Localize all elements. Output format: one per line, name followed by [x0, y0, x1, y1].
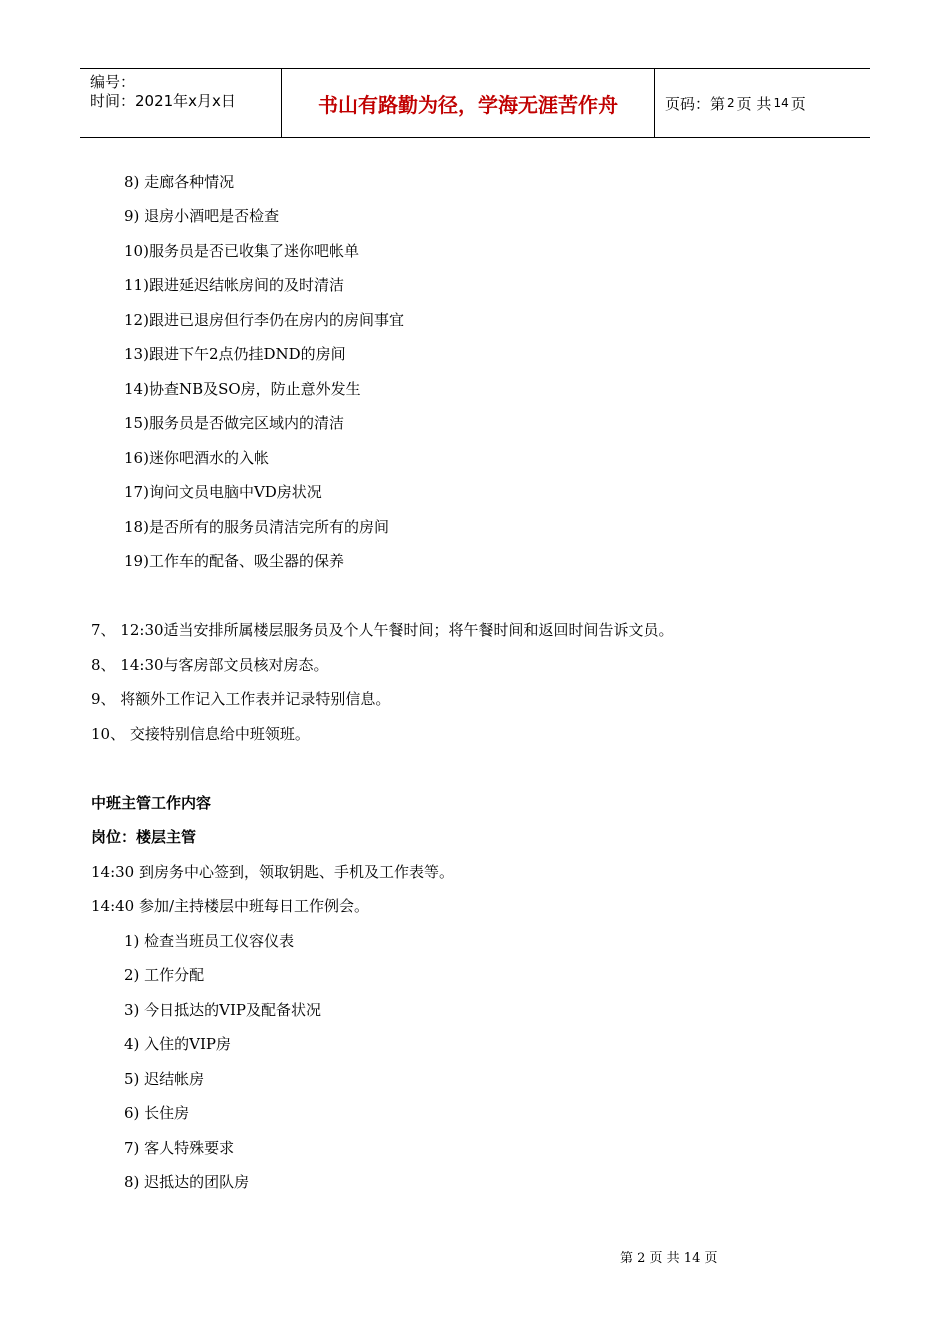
list-item: 3) 今日抵达的VIP及配备状况 [124, 1001, 322, 1019]
list-item: 6) 长住房 [124, 1104, 190, 1122]
section-title: 中班主管工作内容 [91, 794, 212, 812]
list-item: 14)协查NB及SO房，防止意外发生 [124, 380, 361, 398]
header-motto: 书山有路勤为径，学海无涯苦作舟 [282, 69, 655, 137]
doc-number-label: 编号： [90, 73, 136, 91]
step-item: 10、 交接特别信息给中班领班。 [91, 725, 310, 743]
step-item: 7、 12:30适当安排所属楼层服务员及个人午餐时间；将午餐时间和返回时间告诉文员。 [91, 621, 674, 639]
list-item: 2) 工作分配 [124, 966, 205, 984]
page-footer: 第 2 页 共 14 页 [620, 1251, 718, 1266]
list-item: 10)服务员是否已收集了迷你吧帐单 [124, 242, 359, 260]
page-mid: 页 共 [736, 94, 772, 113]
list-item: 18)是否所有的服务员清洁完所有的房间 [124, 518, 389, 536]
list-item: 19)工作车的配备、吸尘器的保养 [124, 552, 344, 570]
header-page-number [655, 69, 870, 137]
doc-date: 时间：2021年x月x日 [90, 92, 236, 110]
section-position: 岗位：楼层主管 [91, 828, 197, 846]
list-item: 1) 检查当班员工仪容仪表 [124, 932, 295, 950]
list-item: 8) 走廊各种情况 [124, 173, 235, 191]
section-item: 14:40 参加/主持楼层中班每日工作例会。 [91, 897, 370, 915]
list-item: 7) 客人特殊要求 [124, 1139, 235, 1157]
page-total: 14 [773, 96, 789, 110]
header-meta [80, 69, 282, 137]
section-item: 14:30 到房务中心签到，领取钥匙、手机及工作表等。 [91, 863, 454, 881]
step-item: 9、 将额外工作记入工作表并记录特别信息。 [91, 690, 391, 708]
list-item: 9) 退房小酒吧是否检查 [124, 207, 280, 225]
list-item: 16)迷你吧酒水的入帐 [124, 449, 269, 467]
list-item: 5) 迟结帐房 [124, 1070, 205, 1088]
list-item: 15)服务员是否做完区域内的清洁 [124, 414, 344, 432]
list-item: 17)询问文员电脑中VD房状况 [124, 483, 322, 501]
list-item: 11)跟进延迟结帐房间的及时清洁 [124, 276, 344, 294]
page-prefix: 页码：第 [665, 94, 726, 113]
page-header [80, 68, 870, 138]
step-item: 8、 14:30与客房部文员核对房态。 [91, 656, 329, 674]
list-item: 12)跟进已退房但行李仍在房内的房间事宜 [124, 311, 404, 329]
list-item: 4) 入住的VIP房 [124, 1035, 232, 1053]
list-item: 13)跟进下午2点仍挂DND的房间 [124, 345, 346, 363]
page-suffix: 页 [790, 94, 806, 113]
page-current: 2 [727, 96, 735, 110]
list-item: 8) 迟抵达的团队房 [124, 1173, 250, 1191]
